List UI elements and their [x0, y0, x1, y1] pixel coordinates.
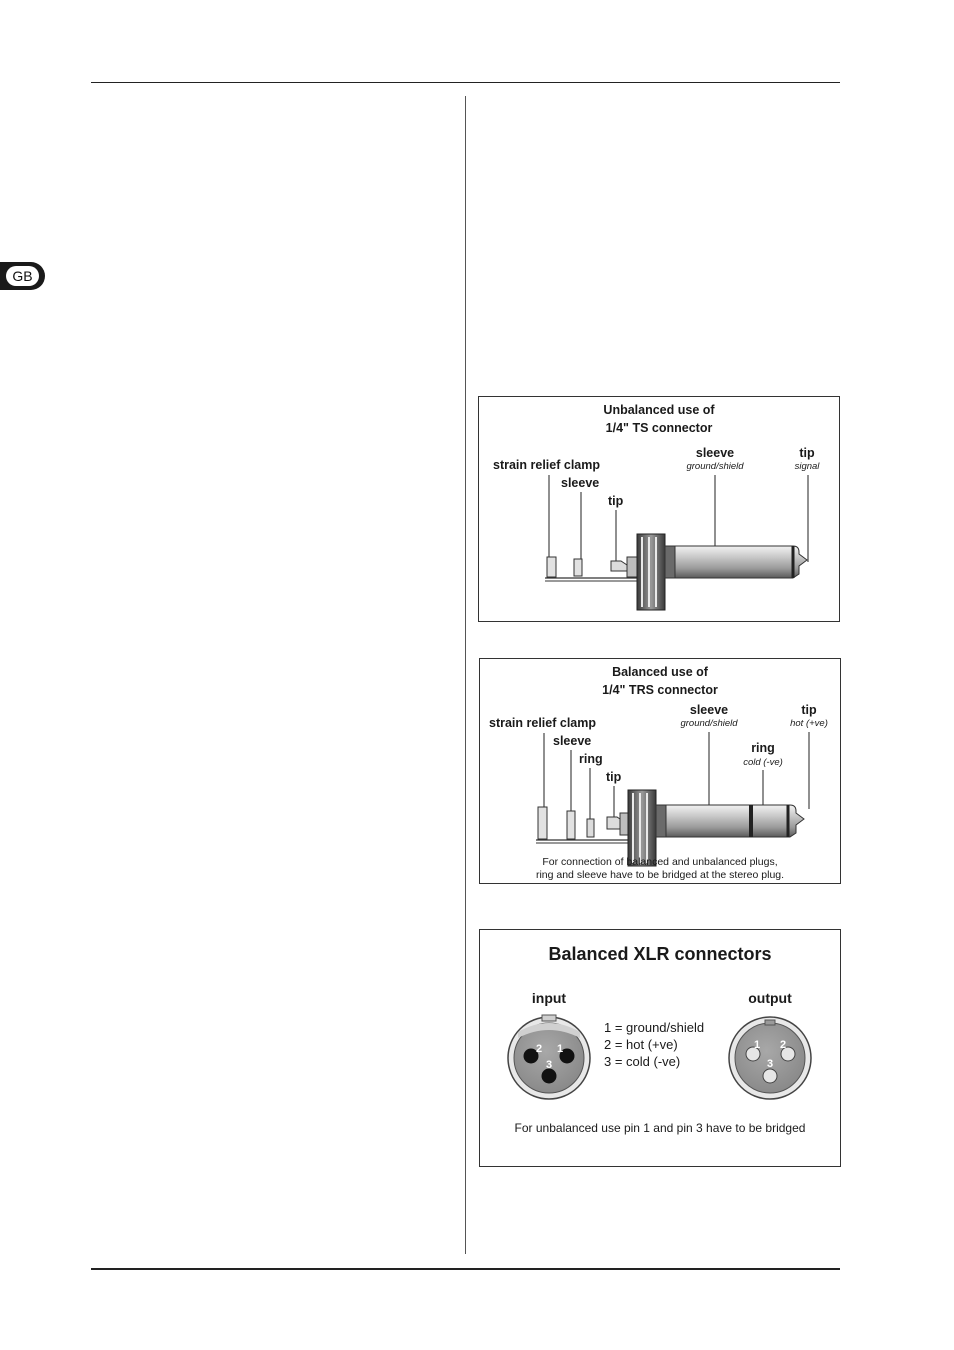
- language-tab-label: GB: [6, 266, 39, 286]
- xlr-input-pin-3-label: 3: [545, 1059, 553, 1071]
- trs-label-ring-inner: ring: [579, 752, 603, 766]
- xlr-input-label: input: [531, 990, 567, 1006]
- trs-label-sleeve-outer-sub: ground/shield: [680, 718, 738, 729]
- xlr-output-pin-1-label: 1: [753, 1039, 761, 1051]
- xlr-pin-legend-2: 2 = hot (+ve): [604, 1037, 678, 1052]
- trs-note-line1: For connection of balanced and unbalanced plugs,: [542, 856, 778, 868]
- xlr-pin-legend-1: 1 = ground/shield: [604, 1020, 705, 1035]
- xlr-output-pin-2-label: 2: [779, 1039, 787, 1051]
- ts-title-line2: 1/4" TS connector: [605, 421, 713, 435]
- ts-label-strain-relief-clamp: strain relief clamp: [493, 458, 600, 472]
- trs-label-tip-inner: tip: [606, 770, 622, 784]
- xlr-connector-diagram: [479, 929, 841, 1167]
- trs-label-ring-outer-sub: cold (-ve): [743, 757, 783, 768]
- ts-label-tip-outer: tip: [799, 446, 815, 460]
- trs-label-tip-outer-sub: hot (+ve): [790, 718, 828, 729]
- header-rule: [91, 82, 840, 83]
- trs-title-line1: Balanced use of: [612, 665, 708, 679]
- trs-note-line2: ring and sleeve have to be bridged at the stereo plug.: [535, 869, 785, 881]
- trs-label-strain-relief-clamp: strain relief clamp: [489, 716, 596, 730]
- trs-title-line2: 1/4" TRS connector: [602, 683, 718, 697]
- xlr-pin-legend-3: 3 = cold (-ve): [604, 1054, 681, 1069]
- trs-plug-illustration: [536, 790, 804, 866]
- trs-label-ring-outer: ring: [751, 741, 775, 755]
- xlr-output-label: output: [748, 990, 792, 1006]
- trs-label-sleeve-outer: sleeve: [689, 703, 729, 717]
- trs-label-sleeve-inner: sleeve: [553, 734, 592, 748]
- xlr-output-pin-3-label: 3: [766, 1058, 774, 1070]
- ts-label-tip-inner: tip: [608, 494, 624, 508]
- ts-label-sleeve-outer: sleeve: [695, 446, 735, 460]
- trs-connector-diagram: [479, 658, 841, 884]
- footer-rule: [91, 1268, 840, 1270]
- language-tab[interactable]: [0, 262, 45, 290]
- ts-label-tip-outer-sub: signal: [794, 461, 820, 472]
- xlr-output-connector: [729, 1017, 811, 1099]
- ts-label-sleeve-outer-sub: ground/shield: [686, 461, 744, 472]
- column-divider: [465, 96, 466, 1254]
- ts-connector-diagram: [478, 396, 840, 622]
- xlr-input-connector: [508, 1015, 590, 1099]
- ts-plug-illustration: [545, 534, 807, 610]
- xlr-note: For unbalanced use pin 1 and pin 3 have to be bridged: [514, 1121, 806, 1135]
- xlr-pin-legend: [604, 1020, 704, 1069]
- trs-label-tip-outer: tip: [801, 703, 817, 717]
- ts-label-sleeve-inner: sleeve: [561, 476, 600, 490]
- xlr-input-pin-2-label: 2: [535, 1043, 543, 1055]
- xlr-input-pin-1-label: 1: [556, 1043, 564, 1055]
- ts-title-line1: Unbalanced use of: [603, 403, 715, 417]
- xlr-title: Balanced XLR connectors: [548, 944, 772, 964]
